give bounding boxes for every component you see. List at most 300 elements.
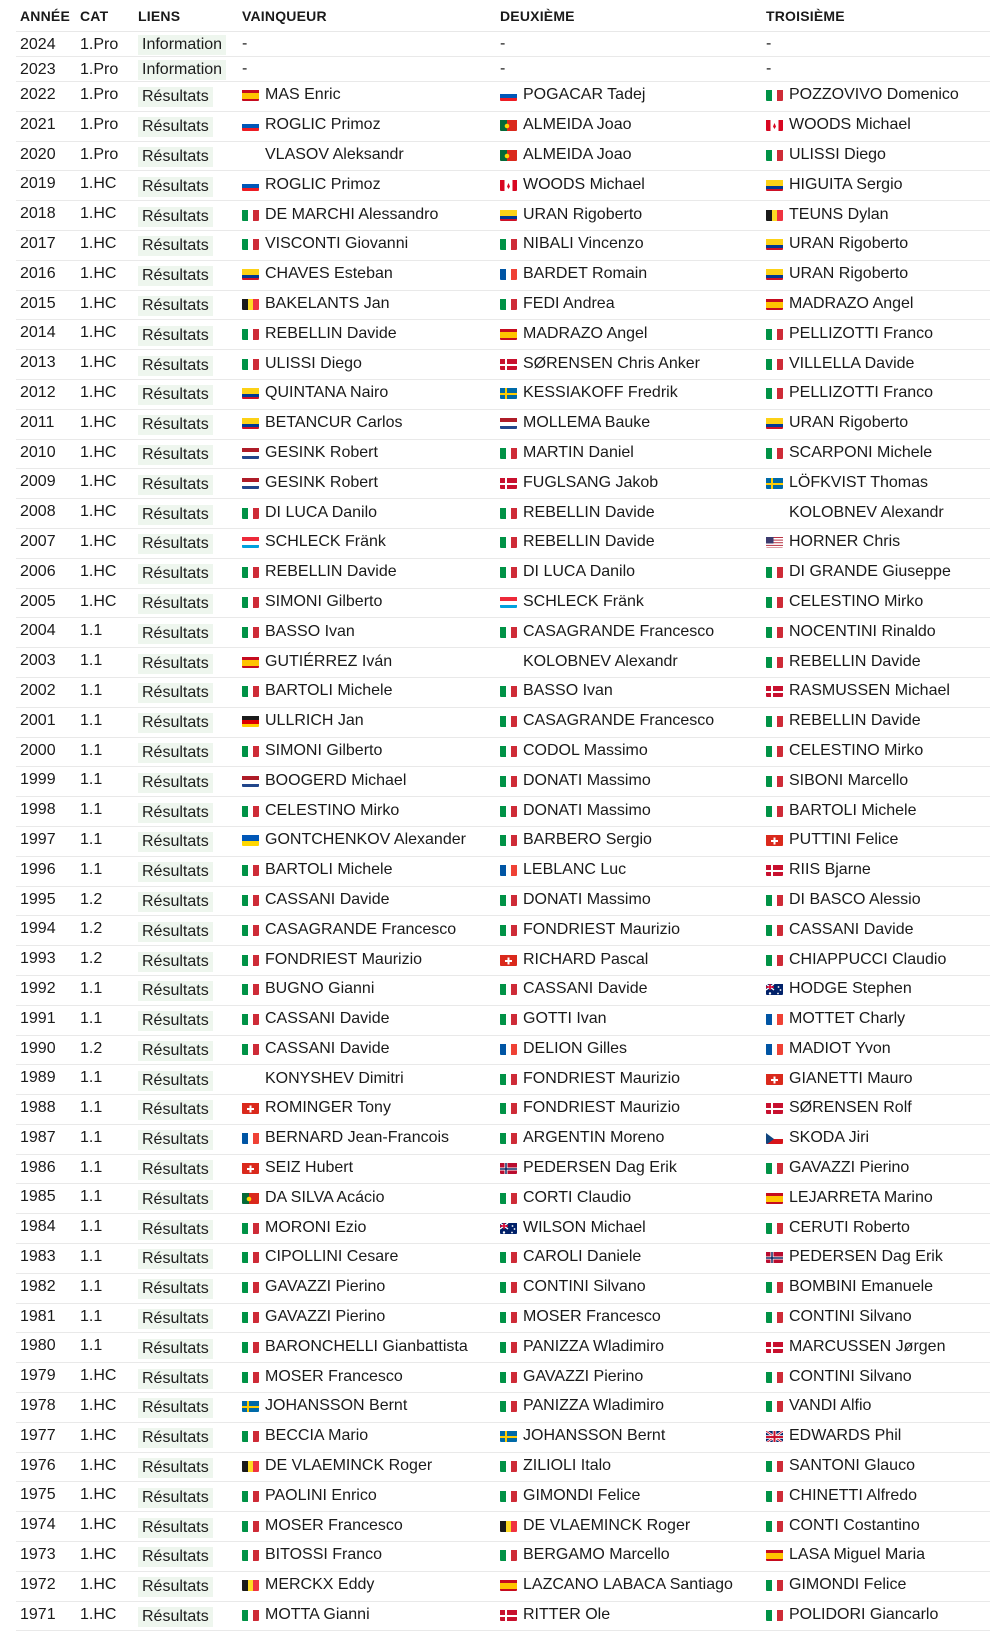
third-rider[interactable] <box>766 206 889 224</box>
results-link[interactable]: Résultats <box>138 1160 213 1180</box>
third-rider[interactable] <box>766 623 936 641</box>
third-rider[interactable] <box>766 1010 905 1028</box>
third-rider[interactable] <box>766 1129 869 1147</box>
results-link[interactable]: Résultats <box>138 1220 213 1240</box>
rider-name[interactable]: LASA Miguel Maria <box>789 1546 925 1564</box>
winner-rider[interactable] <box>242 116 381 134</box>
second-rider[interactable] <box>500 86 645 104</box>
second-rider[interactable] <box>500 593 644 611</box>
rider-name[interactable]: CIPOLLINI Cesare <box>265 1248 398 1266</box>
third-rider[interactable] <box>766 116 911 134</box>
rider-name[interactable]: MADRAZO Angel <box>523 325 647 343</box>
rider-name[interactable]: KOLOBNEV Alexandr <box>523 653 678 671</box>
third-rider[interactable] <box>766 980 912 998</box>
third-rider[interactable] <box>766 533 900 551</box>
results-link[interactable]: Résultats <box>138 326 213 346</box>
rider-name[interactable]: PAOLINI Enrico <box>265 1487 377 1505</box>
rider-name[interactable]: LEJARRETA Marino <box>789 1189 933 1207</box>
rider-name[interactable]: SØRENSEN Chris Anker <box>523 355 700 373</box>
results-link[interactable]: Résultats <box>138 922 213 942</box>
rider-name[interactable]: BUGNO Gianni <box>265 980 374 998</box>
rider-name[interactable]: ALMEIDA Joao <box>523 146 632 164</box>
results-link[interactable]: Résultats <box>138 594 213 614</box>
rider-name[interactable]: FONDRIEST Maurizio <box>523 1099 680 1117</box>
third-rider[interactable] <box>766 951 946 969</box>
rider-name[interactable]: BITOSSI Franco <box>265 1546 382 1564</box>
rider-name[interactable]: CODOL Massimo <box>523 742 648 760</box>
rider-name[interactable]: ROGLIC Primoz <box>265 176 381 194</box>
winner-rider[interactable] <box>242 1248 398 1266</box>
second-rider[interactable] <box>500 1546 670 1564</box>
second-rider[interactable] <box>500 802 651 820</box>
winner-rider[interactable] <box>242 1457 432 1475</box>
rider-name[interactable]: MORONI Ezio <box>265 1219 366 1237</box>
second-rider[interactable] <box>500 414 650 432</box>
rider-name[interactable]: URAN Rigoberto <box>789 414 908 432</box>
third-rider[interactable] <box>766 891 921 909</box>
rider-name[interactable]: REBELLIN Davide <box>523 504 655 522</box>
rider-name[interactable]: GAVAZZI Pierino <box>789 1159 909 1177</box>
results-link[interactable]: Résultats <box>138 1249 213 1269</box>
third-rider[interactable] <box>766 325 933 343</box>
rider-name[interactable]: MOSER Francesco <box>523 1308 661 1326</box>
rider-name[interactable]: WILSON Michael <box>523 1219 646 1237</box>
rider-name[interactable]: SIMONI Gilberto <box>265 742 382 760</box>
second-rider[interactable] <box>500 235 644 253</box>
rider-name[interactable]: SCARPONI Michele <box>789 444 932 462</box>
results-link[interactable]: Résultats <box>138 1071 213 1091</box>
third-rider[interactable] <box>766 1159 909 1177</box>
winner-rider[interactable] <box>242 951 422 969</box>
rider-name[interactable]: KONYSHEV Dimitri <box>265 1070 404 1088</box>
winner-rider[interactable] <box>242 623 355 641</box>
rider-name[interactable]: CONTINI Silvano <box>523 1278 646 1296</box>
winner-rider[interactable] <box>242 1099 391 1117</box>
results-link[interactable]: Résultats <box>138 952 213 972</box>
second-rider[interactable] <box>500 1129 664 1147</box>
results-link[interactable]: Résultats <box>138 683 213 703</box>
second-rider[interactable] <box>500 772 651 790</box>
results-link[interactable]: Résultats <box>138 743 213 763</box>
third-rider[interactable] <box>766 1606 938 1624</box>
second-rider[interactable] <box>500 1070 680 1088</box>
winner-rider[interactable] <box>242 1129 449 1147</box>
winner-rider[interactable] <box>242 1040 390 1058</box>
winner-rider[interactable] <box>242 1606 370 1624</box>
third-rider[interactable] <box>766 355 914 373</box>
rider-name[interactable]: GUTIÉRREZ Iván <box>265 653 392 671</box>
rider-name[interactable]: NIBALI Vincenzo <box>523 235 644 253</box>
winner-rider[interactable] <box>242 1487 377 1505</box>
second-rider[interactable] <box>500 1576 733 1594</box>
rider-name[interactable]: BERNARD Jean-Francois <box>265 1129 449 1147</box>
second-rider[interactable] <box>500 176 645 194</box>
results-link[interactable]: Résultats <box>138 177 213 197</box>
rider-name[interactable]: EDWARDS Phil <box>789 1427 901 1445</box>
second-rider[interactable] <box>500 1457 611 1475</box>
third-rider[interactable] <box>766 414 908 432</box>
rider-name[interactable]: REBELLIN Davide <box>265 325 397 343</box>
rider-name[interactable]: HORNER Chris <box>789 533 900 551</box>
third-rider[interactable] <box>766 146 886 164</box>
winner-rider[interactable] <box>242 384 388 402</box>
results-link[interactable]: Résultats <box>138 475 213 495</box>
results-link[interactable]: Résultats <box>138 356 213 376</box>
second-rider[interactable] <box>500 1427 665 1445</box>
results-link[interactable]: Résultats <box>138 236 213 256</box>
rider-name[interactable]: QUINTANA Nairo <box>265 384 388 402</box>
rider-name[interactable]: REBELLIN Davide <box>523 533 655 551</box>
rider-name[interactable]: SEIZ Hubert <box>265 1159 353 1177</box>
winner-rider[interactable] <box>242 1397 407 1415</box>
second-rider[interactable] <box>500 980 648 998</box>
second-rider[interactable] <box>500 1278 646 1296</box>
winner-rider[interactable] <box>242 891 390 909</box>
rider-name[interactable]: MERCKX Eddy <box>265 1576 374 1594</box>
results-link[interactable]: Résultats <box>138 832 213 852</box>
second-rider[interactable] <box>500 1159 677 1177</box>
rider-name[interactable]: BECCIA Mario <box>265 1427 368 1445</box>
rider-name[interactable]: RIIS Bjarne <box>789 861 871 879</box>
rider-name[interactable]: PANIZZA Wladimiro <box>523 1338 664 1356</box>
third-rider[interactable] <box>766 921 914 939</box>
rider-name[interactable]: VLASOV Aleksandr <box>265 146 404 164</box>
rider-name[interactable]: MOLLEMA Bauke <box>523 414 650 432</box>
results-link[interactable]: Résultats <box>138 1547 213 1567</box>
third-rider[interactable] <box>766 831 898 849</box>
winner-rider[interactable] <box>242 861 392 879</box>
rider-name[interactable]: GESINK Robert <box>265 444 378 462</box>
second-rider[interactable] <box>500 682 613 700</box>
winner-rider[interactable] <box>242 325 397 343</box>
rider-name[interactable]: ULLRICH Jan <box>265 712 364 730</box>
winner-rider[interactable] <box>242 802 399 820</box>
rider-name[interactable]: CAROLI Daniele <box>523 1248 641 1266</box>
rider-name[interactable]: HODGE Stephen <box>789 980 912 998</box>
results-link[interactable]: Résultats <box>138 1279 213 1299</box>
rider-name[interactable]: POGACAR Tadej <box>523 86 645 104</box>
third-rider[interactable] <box>766 1099 912 1117</box>
third-rider[interactable] <box>766 265 908 283</box>
rider-name[interactable]: WOODS Michael <box>789 116 911 134</box>
rider-name[interactable]: DA SILVA Acácio <box>265 1189 384 1207</box>
rider-name[interactable]: BARDET Romain <box>523 265 647 283</box>
third-rider[interactable] <box>766 1189 933 1207</box>
rider-name[interactable]: CONTI Costantino <box>789 1517 920 1535</box>
results-link[interactable]: Résultats <box>138 1011 213 1031</box>
second-rider[interactable] <box>500 384 678 402</box>
results-link[interactable]: Résultats <box>138 1607 213 1627</box>
rider-name[interactable]: RITTER Ole <box>523 1606 610 1624</box>
second-rider[interactable] <box>500 831 652 849</box>
rider-name[interactable]: SIMONI Gilberto <box>265 593 382 611</box>
second-rider[interactable] <box>500 1338 664 1356</box>
rider-name[interactable]: NOCENTINI Rinaldo <box>789 623 936 641</box>
results-link[interactable]: Résultats <box>138 1488 213 1508</box>
third-rider[interactable] <box>766 1397 871 1415</box>
information-link[interactable]: Information <box>138 60 226 80</box>
results-link[interactable]: Résultats <box>138 147 213 167</box>
rider-name[interactable]: REBELLIN Davide <box>789 712 921 730</box>
second-rider[interactable] <box>500 742 648 760</box>
rider-name[interactable]: MADIOT Yvon <box>789 1040 891 1058</box>
second-rider[interactable] <box>500 1189 631 1207</box>
rider-name[interactable]: CASAGRANDE Francesco <box>523 712 714 730</box>
rider-name[interactable]: BARBERO Sergio <box>523 831 652 849</box>
winner-rider[interactable] <box>242 355 362 373</box>
winner-rider[interactable] <box>242 1308 385 1326</box>
rider-name[interactable]: GIMONDI Felice <box>789 1576 906 1594</box>
winner-rider[interactable] <box>242 235 408 253</box>
second-rider[interactable] <box>500 1517 690 1535</box>
winner-rider[interactable] <box>242 86 341 104</box>
rider-name[interactable]: VILLELLA Davide <box>789 355 914 373</box>
rider-name[interactable]: DE VLAEMINCK Roger <box>265 1457 432 1475</box>
winner-rider[interactable] <box>242 653 392 671</box>
third-rider[interactable] <box>766 742 923 760</box>
winner-rider[interactable] <box>242 1427 368 1445</box>
results-link[interactable]: Résultats <box>138 1339 213 1359</box>
rider-name[interactable]: VISCONTI Giovanni <box>265 235 408 253</box>
rider-name[interactable]: SKODA Jiri <box>789 1129 869 1147</box>
rider-name[interactable]: DI BASCO Alessio <box>789 891 921 909</box>
rider-name[interactable]: CASSANI Davide <box>523 980 648 998</box>
third-rider[interactable] <box>766 1070 913 1088</box>
rider-name[interactable]: ZILIOLI Italo <box>523 1457 611 1475</box>
rider-name[interactable]: CELESTINO Mirko <box>265 802 399 820</box>
results-link[interactable]: Résultats <box>138 564 213 584</box>
third-rider[interactable] <box>766 1576 906 1594</box>
results-link[interactable]: Résultats <box>138 1100 213 1120</box>
third-rider[interactable] <box>766 1308 912 1326</box>
rider-name[interactable]: CELESTINO Mirko <box>789 593 923 611</box>
third-rider[interactable] <box>766 474 928 492</box>
rider-name[interactable]: PANIZZA Wladimiro <box>523 1397 664 1415</box>
third-rider[interactable] <box>766 504 944 522</box>
third-rider[interactable] <box>766 384 933 402</box>
second-rider[interactable] <box>500 951 648 969</box>
rider-name[interactable]: CASSANI Davide <box>789 921 914 939</box>
rider-name[interactable]: BOOGERD Michael <box>265 772 406 790</box>
second-rider[interactable] <box>500 325 647 343</box>
rider-name[interactable]: DI LUCA Danilo <box>523 563 635 581</box>
second-rider[interactable] <box>500 623 714 641</box>
rider-name[interactable]: SANTONI Glauco <box>789 1457 915 1475</box>
results-link[interactable]: Résultats <box>138 713 213 733</box>
winner-rider[interactable] <box>242 265 393 283</box>
second-rider[interactable] <box>500 146 632 164</box>
winner-rider[interactable] <box>242 1546 382 1564</box>
winner-rider[interactable] <box>242 1159 353 1177</box>
second-rider[interactable] <box>500 444 634 462</box>
information-link[interactable]: Information <box>138 35 226 55</box>
rider-name[interactable]: BERGAMO Marcello <box>523 1546 670 1564</box>
second-rider[interactable] <box>500 504 655 522</box>
second-rider[interactable] <box>500 1010 607 1028</box>
results-link[interactable]: Résultats <box>138 654 213 674</box>
rider-name[interactable]: CONTINI Silvano <box>789 1308 912 1326</box>
winner-rider[interactable] <box>242 206 438 224</box>
third-rider[interactable] <box>766 1427 901 1445</box>
rider-name[interactable]: ROMINGER Tony <box>265 1099 391 1117</box>
results-link[interactable]: Résultats <box>138 1309 213 1329</box>
rider-name[interactable]: MAS Enric <box>265 86 341 104</box>
rider-name[interactable]: CORTI Claudio <box>523 1189 631 1207</box>
third-rider[interactable] <box>766 1040 891 1058</box>
second-rider[interactable] <box>500 474 658 492</box>
third-rider[interactable] <box>766 563 951 581</box>
winner-rider[interactable] <box>242 1010 390 1028</box>
second-rider[interactable] <box>500 1368 643 1386</box>
rider-name[interactable]: BARTOLI Michele <box>265 861 392 879</box>
third-rider[interactable] <box>766 682 950 700</box>
rider-name[interactable]: DONATI Massimo <box>523 802 651 820</box>
second-rider[interactable] <box>500 563 635 581</box>
winner-rider[interactable] <box>242 414 403 432</box>
rider-name[interactable]: ALMEIDA Joao <box>523 116 632 134</box>
third-rider[interactable] <box>766 1517 920 1535</box>
rider-name[interactable]: CASSANI Davide <box>265 1010 390 1028</box>
third-rider[interactable] <box>766 86 959 104</box>
rider-name[interactable]: JOHANSSON Bernt <box>523 1427 665 1445</box>
results-link[interactable]: Résultats <box>138 1428 213 1448</box>
third-rider[interactable] <box>766 1457 915 1475</box>
rider-name[interactable]: GIANETTI Mauro <box>789 1070 913 1088</box>
rider-name[interactable]: CHINETTI Alfredo <box>789 1487 917 1505</box>
rider-name[interactable]: URAN Rigoberto <box>523 206 642 224</box>
third-rider[interactable] <box>766 1487 917 1505</box>
rider-name[interactable]: CASAGRANDE Francesco <box>265 921 456 939</box>
rider-name[interactable]: CASSANI Davide <box>265 1040 390 1058</box>
rider-name[interactable]: CASSANI Davide <box>265 891 390 909</box>
winner-rider[interactable] <box>242 682 392 700</box>
winner-rider[interactable] <box>242 563 397 581</box>
winner-rider[interactable] <box>242 1189 384 1207</box>
winner-rider[interactable] <box>242 1368 403 1386</box>
rider-name[interactable]: URAN Rigoberto <box>789 265 908 283</box>
rider-name[interactable]: FUGLSANG Jakob <box>523 474 658 492</box>
results-link[interactable]: Résultats <box>138 207 213 227</box>
second-rider[interactable] <box>500 1308 661 1326</box>
winner-rider[interactable] <box>242 712 364 730</box>
second-rider[interactable] <box>500 861 626 879</box>
second-rider[interactable] <box>500 891 651 909</box>
rider-name[interactable]: ULISSI Diego <box>789 146 886 164</box>
winner-rider[interactable] <box>242 921 456 939</box>
second-rider[interactable] <box>500 1040 627 1058</box>
rider-name[interactable]: RASMUSSEN Michael <box>789 682 950 700</box>
rider-name[interactable]: BASSO Ivan <box>523 682 613 700</box>
winner-rider[interactable] <box>242 533 386 551</box>
results-link[interactable]: Résultats <box>138 892 213 912</box>
second-rider[interactable] <box>500 1219 646 1237</box>
rider-name[interactable]: VANDI Alfio <box>789 1397 871 1415</box>
rider-name[interactable]: POZZOVIVO Domenico <box>789 86 959 104</box>
second-rider[interactable] <box>500 295 615 313</box>
rider-name[interactable]: DONATI Massimo <box>523 891 651 909</box>
results-link[interactable]: Résultats <box>138 296 213 316</box>
winner-rider[interactable] <box>242 772 406 790</box>
third-rider[interactable] <box>766 444 932 462</box>
winner-rider[interactable] <box>242 474 378 492</box>
winner-rider[interactable] <box>242 1576 374 1594</box>
rider-name[interactable]: LEBLANC Luc <box>523 861 626 879</box>
results-link[interactable]: Résultats <box>138 1369 213 1389</box>
winner-rider[interactable] <box>242 1070 404 1088</box>
rider-name[interactable]: URAN Rigoberto <box>789 235 908 253</box>
second-rider[interactable] <box>500 712 714 730</box>
rider-name[interactable]: GOTTI Ivan <box>523 1010 607 1028</box>
winner-rider[interactable] <box>242 146 404 164</box>
rider-name[interactable]: BOMBINI Emanuele <box>789 1278 933 1296</box>
winner-rider[interactable] <box>242 831 466 849</box>
rider-name[interactable]: CHAVES Esteban <box>265 265 393 283</box>
second-rider[interactable] <box>500 1397 664 1415</box>
rider-name[interactable]: BAKELANTS Jan <box>265 295 390 313</box>
winner-rider[interactable] <box>242 593 382 611</box>
rider-name[interactable]: BASSO Ivan <box>265 623 355 641</box>
rider-name[interactable]: PELLIZOTTI Franco <box>789 325 933 343</box>
third-rider[interactable] <box>766 802 916 820</box>
rider-name[interactable]: DELION Gilles <box>523 1040 627 1058</box>
rider-name[interactable]: PELLIZOTTI Franco <box>789 384 933 402</box>
rider-name[interactable]: FONDRIEST Maurizio <box>523 921 680 939</box>
second-rider[interactable] <box>500 1099 680 1117</box>
rider-name[interactable]: SCHLECK Fränk <box>523 593 644 611</box>
rider-name[interactable]: WOODS Michael <box>523 176 645 194</box>
rider-name[interactable]: CASAGRANDE Francesco <box>523 623 714 641</box>
rider-name[interactable]: ROGLIC Primoz <box>265 116 381 134</box>
results-link[interactable]: Résultats <box>138 1130 213 1150</box>
third-rider[interactable] <box>766 176 903 194</box>
rider-name[interactable]: DI GRANDE Giuseppe <box>789 563 951 581</box>
rider-name[interactable]: CERUTI Roberto <box>789 1219 910 1237</box>
second-rider[interactable] <box>500 206 642 224</box>
rider-name[interactable]: MADRAZO Angel <box>789 295 913 313</box>
winner-rider[interactable] <box>242 504 377 522</box>
results-link[interactable]: Résultats <box>138 266 213 286</box>
second-rider[interactable] <box>500 1487 640 1505</box>
rider-name[interactable]: PEDERSEN Dag Erik <box>523 1159 677 1177</box>
rider-name[interactable]: CELESTINO Mirko <box>789 742 923 760</box>
rider-name[interactable]: GONTCHENKOV Alexander <box>265 831 466 849</box>
second-rider[interactable] <box>500 1606 610 1624</box>
third-rider[interactable] <box>766 593 923 611</box>
rider-name[interactable]: MOTTET Charly <box>789 1010 905 1028</box>
rider-name[interactable]: HIGUITA Sergio <box>789 176 903 194</box>
results-link[interactable]: Résultats <box>138 1041 213 1061</box>
results-link[interactable]: Résultats <box>138 1518 213 1538</box>
third-rider[interactable] <box>766 1338 945 1356</box>
second-rider[interactable] <box>500 265 647 283</box>
rider-name[interactable]: PUTTINI Felice <box>789 831 898 849</box>
rider-name[interactable]: ARGENTIN Moreno <box>523 1129 664 1147</box>
winner-rider[interactable] <box>242 295 390 313</box>
results-link[interactable]: Résultats <box>138 624 213 644</box>
winner-rider[interactable] <box>242 1338 468 1356</box>
third-rider[interactable] <box>766 295 913 313</box>
winner-rider[interactable] <box>242 1517 403 1535</box>
third-rider[interactable] <box>766 712 921 730</box>
results-link[interactable]: Résultats <box>138 385 213 405</box>
rider-name[interactable]: ULISSI Diego <box>265 355 362 373</box>
third-rider[interactable] <box>766 1546 925 1564</box>
rider-name[interactable]: FEDI Andrea <box>523 295 615 313</box>
third-rider[interactable] <box>766 1248 943 1266</box>
rider-name[interactable]: BARTOLI Michele <box>265 682 392 700</box>
rider-name[interactable]: MOSER Francesco <box>265 1517 403 1535</box>
results-link[interactable]: Résultats <box>138 505 213 525</box>
